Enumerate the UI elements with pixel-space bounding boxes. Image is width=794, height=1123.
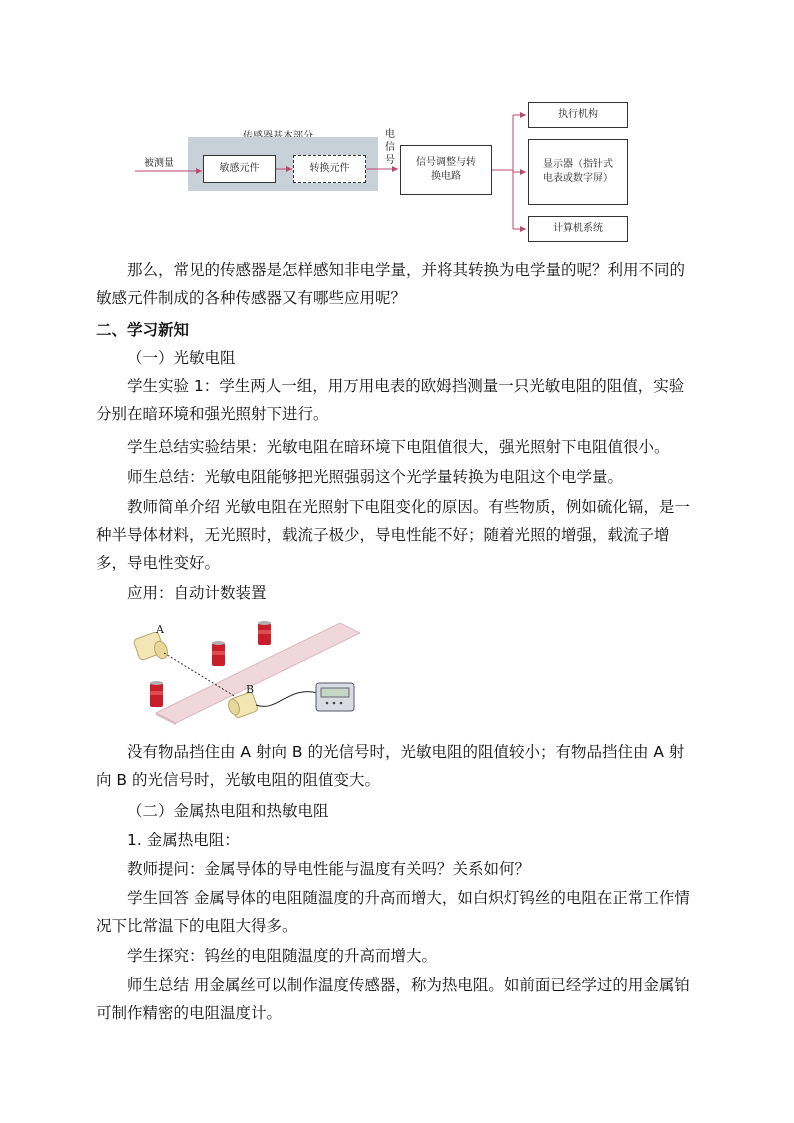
can-3 xyxy=(150,681,163,707)
label-a: A xyxy=(156,623,164,636)
auto-counter-illustration xyxy=(128,605,360,725)
can-2 xyxy=(212,641,225,666)
counter-device xyxy=(316,683,354,711)
input-label: 被测量 xyxy=(144,158,174,169)
intro-paragraph: 那么，常见的传感器是怎样感知非电学量，并将其转换为电学量的呢？利用不同的敏感元件制成的各种传感器又有哪些应用呢？ xyxy=(96,261,686,307)
paragraph-student-answer: 学生回答 金属导体的电阻随温度的升高而增大，如白炽灯钨丝的电阻在正常工作情况下比常温下的电阻大得多。 xyxy=(96,889,690,935)
signal-char-2: 信 xyxy=(385,142,395,153)
display-line-1: 显示器（指针式 xyxy=(543,159,613,170)
paragraph-application: 应用：自动计数装置 xyxy=(127,584,267,602)
paragraph-light-signal: 没有物品挡住由 A 射向 B 的光信号时，光敏电阻的阻值较小；有物品挡住由 A 射向 B 的光信号时，光敏电阻的阻值变大。 xyxy=(96,743,685,789)
section-heading-learn-new: 二、学习新知 xyxy=(96,321,190,339)
signal-char-3: 号 xyxy=(385,155,395,166)
conversion-element-label: 转换元件 xyxy=(309,163,350,174)
computer-label: 计算机系统 xyxy=(553,223,603,234)
actuator-label: 执行机构 xyxy=(558,109,598,120)
display-line-2: 电表或数字屏） xyxy=(543,173,613,184)
conditioning-circuit-line-2: 换电路 xyxy=(431,171,461,182)
paragraph-experiment-1: 学生实验 1：学生两人一组，用万用电表的欧姆挡测量一只光敏电阻的阻值，实验分别在暗环境和强光照射下进行。 xyxy=(96,377,685,423)
paragraph-teacher-question: 教师提问：金属导体的导电性能与温度有关吗？关系如何？ xyxy=(127,860,531,878)
paragraph-teacher-summary: 师生总结：光敏电阻能够把光照强弱这个光学量转换为电阻这个电学量。 xyxy=(127,468,624,486)
label-b: B xyxy=(246,683,255,696)
diagram-arrows xyxy=(130,95,650,245)
conditioning-circuit-line-1: 信号调整与转 xyxy=(416,157,476,168)
paragraph-final-summary: 师生总结 用金属丝可以制作温度传感器，称为热电阻。如前面已经学过的用金属铂可制作精密的电阻温度计。 xyxy=(96,976,690,1022)
can-1 xyxy=(258,621,271,645)
auto-counter-drawing xyxy=(128,605,360,725)
signal-char-1: 电 xyxy=(385,129,395,140)
paragraph-student-summary: 学生总结实验结果：光敏电阻在暗环境下电阻值很大，强光照射下电阻值很小。 xyxy=(127,438,670,456)
item-metal-thermal-resistor: 1. 金属热电阻： xyxy=(127,831,240,849)
sensitive-element-label: 敏感元件 xyxy=(219,163,260,174)
paragraph-teacher-intro: 教师简单介绍 光敏电阻在光照射下电阻变化的原因。有些物质，例如硫化镉，是一种半导体材料，无光照时，载流子极少，导电性能不好；随着光照的增强，载流子增多，导电性变好。 xyxy=(96,498,690,572)
sensor-block-diagram xyxy=(130,95,650,245)
subsection-title-thermal-resistor: （二）金属热电阻和热敏电阻 xyxy=(127,802,329,820)
subsection-title-photoresistor: （一）光敏电阻 xyxy=(127,349,236,367)
paragraph-student-explore: 学生探究：钨丝的电阻随温度的升高而增大。 xyxy=(127,947,438,965)
